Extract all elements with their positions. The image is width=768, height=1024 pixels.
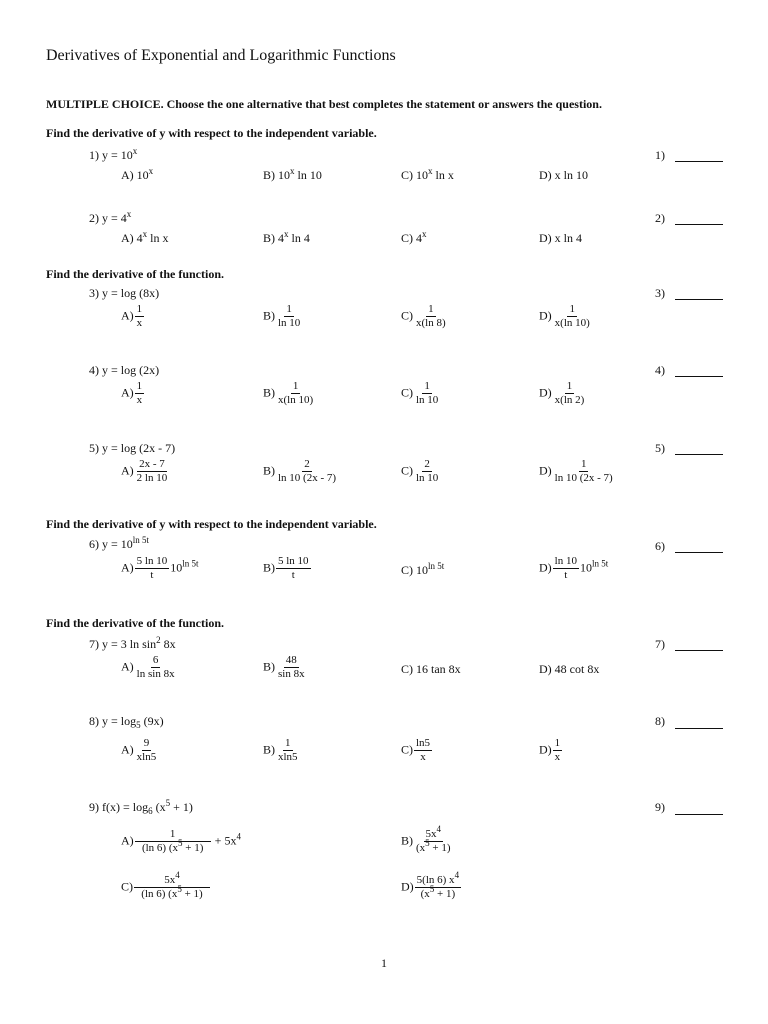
q6-option-d[interactable]: D) $\frac{\ln 10}{t}$ $10^{ln 5t}$ [539, 555, 609, 581]
question-2: 2) $y = 4^x$ [89, 209, 132, 225]
q5-option-c[interactable]: C) $\frac{2}{\ln 10}$ [401, 458, 439, 484]
q9-option-d[interactable]: D) $\frac{5(\ln 6) x^4}{(x^5 + 1)}$ [401, 870, 460, 900]
answer-blank-5[interactable] [675, 454, 723, 455]
page-title: Derivatives of Exponential and Logarithmic Functions [46, 47, 396, 64]
answer-number-1: 1) [655, 148, 665, 162]
q3-option-d[interactable]: D) $\frac{1}{x(\ln 10)}$ [539, 303, 590, 329]
q4-option-d[interactable]: D) $\frac{1}{x(\ln 2)}$ [539, 380, 585, 406]
q1-option-d[interactable]: D) x ln 10 [539, 168, 588, 182]
q5-option-a[interactable]: A) $\frac{2x - 7}{2 \ln 10}$ [121, 458, 168, 484]
q7-option-d[interactable]: D) 48 cot 8x [539, 662, 600, 676]
answer-number-6: 6) [655, 539, 665, 553]
q5-option-d[interactable]: D) $\frac{1}{\ln 10 (2x - 7)}$ [539, 458, 613, 484]
answer-number-4: 4) [655, 363, 665, 377]
question-3: 3) y = log (8x) [89, 286, 160, 300]
q9-option-c[interactable]: C) $\frac{5x^4}{(\ln 6) (x^5 + 1)}$ [121, 874, 211, 901]
answer-blank-4[interactable] [675, 376, 723, 377]
question-4: 4) y = log (2x) [89, 363, 160, 377]
instructions: MULTIPLE CHOICE. Choose the one alternative that best completes the statement or answers the question. [46, 97, 602, 111]
answer-blank-7[interactable] [675, 650, 723, 651]
question-9: 9) $f(x) = \log_6 (x^5 + 1)$ [89, 798, 193, 816]
answer-number-3: 3) [655, 286, 665, 300]
question-7: 7) y = 3 $\ln \sin^2 8x$ [89, 635, 176, 651]
q3-option-a[interactable]: A) $\frac{1}{x}$ [121, 303, 143, 329]
q7-option-b[interactable]: B) $\frac{48}{\sin 8x}$ [263, 654, 305, 680]
question-6: 6) $y = 10^{ln 5t}$ [89, 535, 150, 551]
answer-blank-8[interactable] [675, 728, 723, 729]
answer-blank-3[interactable] [675, 299, 723, 300]
q4-option-b[interactable]: B) $\frac{1}{x(\ln 10)}$ [263, 380, 314, 406]
q8-option-c[interactable]: C) $\frac{\ln 5}{x}$ [401, 737, 431, 763]
section-heading-4: Find the derivative of the function. [46, 616, 224, 630]
q1-option-c[interactable]: C) 10$^x$ ln x [401, 166, 454, 182]
q1-option-a[interactable]: A) 10$^x$ [121, 166, 154, 182]
section-heading-3: Find the derivative of y with respect to the independent variable. [46, 517, 377, 531]
answer-number-7: 7) [655, 637, 665, 651]
q3-option-b[interactable]: B) $\frac{1}{\ln 10}$ [263, 303, 301, 329]
page-number: 1 [381, 956, 387, 970]
q6-option-c[interactable]: C) $10^{ln 5t}$ [401, 561, 445, 577]
q9-option-a[interactable]: A) $\frac{1}{(\ln 6) (x^5 + 1)}$ + $5x^4$ [121, 828, 241, 854]
q9-option-b[interactable]: B) $\frac{5x^4}{(x^5 + 1)}$ [401, 824, 451, 854]
section-heading-1: Find the derivative of y with respect to the independent variable. [46, 126, 377, 140]
q8-option-b[interactable]: B) $\frac{1}{xln5}$ [263, 737, 298, 763]
q2-option-c[interactable]: C) 4$^x$ [401, 229, 427, 245]
q4-option-c[interactable]: C) $\frac{1}{\ln 10}$ [401, 380, 439, 406]
q7-option-c[interactable]: C) 16 tan 8x [401, 662, 461, 676]
answer-blank-6[interactable] [675, 552, 723, 553]
question-8: 8) $y = \log_5 (9x)$ [89, 714, 164, 730]
answer-number-5: 5) [655, 441, 665, 455]
q5-option-b[interactable]: B) $\frac{2}{\ln 10 (2x - 7)}$ [263, 458, 337, 484]
question-1: 1) $y = 10^x$ [89, 146, 138, 162]
q7-option-a[interactable]: A) $\frac{6}{\text{ln sin 8x}}$ [121, 654, 175, 680]
q2-option-d[interactable]: D) x ln 4 [539, 231, 582, 245]
q2-option-b[interactable]: B) 4$^x$ ln 4 [263, 229, 310, 245]
answer-number-2: 2) [655, 211, 665, 225]
q6-option-a[interactable]: A) $\frac{5 \ln 10}{t}$ $10^{ln 5t}$ [121, 555, 199, 581]
answer-blank-9[interactable] [675, 814, 723, 815]
section-heading-2: Find the derivative of the function. [46, 267, 224, 281]
answer-number-8: 8) [655, 714, 665, 728]
q6-option-b[interactable]: B) $\frac{5 \ln 10}{t}$ [263, 555, 309, 581]
answer-number-9: 9) [655, 800, 665, 814]
q1-option-b[interactable]: B) 10$^x$ ln 10 [263, 166, 322, 182]
q8-option-a[interactable]: A) $\frac{9}{xln5}$ [121, 737, 157, 763]
answer-blank-2[interactable] [675, 224, 723, 225]
q4-option-a[interactable]: A) $\frac{1}{x}$ [121, 380, 143, 406]
answer-blank-1[interactable] [675, 161, 723, 162]
q2-option-a[interactable]: A) 4$^x$ ln x [121, 229, 169, 245]
q8-option-d[interactable]: D) $\frac{1}{x}$ [539, 737, 561, 763]
question-5: 5) y = log (2x - 7) [89, 441, 176, 455]
q3-option-c[interactable]: C) $\frac{1}{x(\ln 8)}$ [401, 303, 446, 329]
